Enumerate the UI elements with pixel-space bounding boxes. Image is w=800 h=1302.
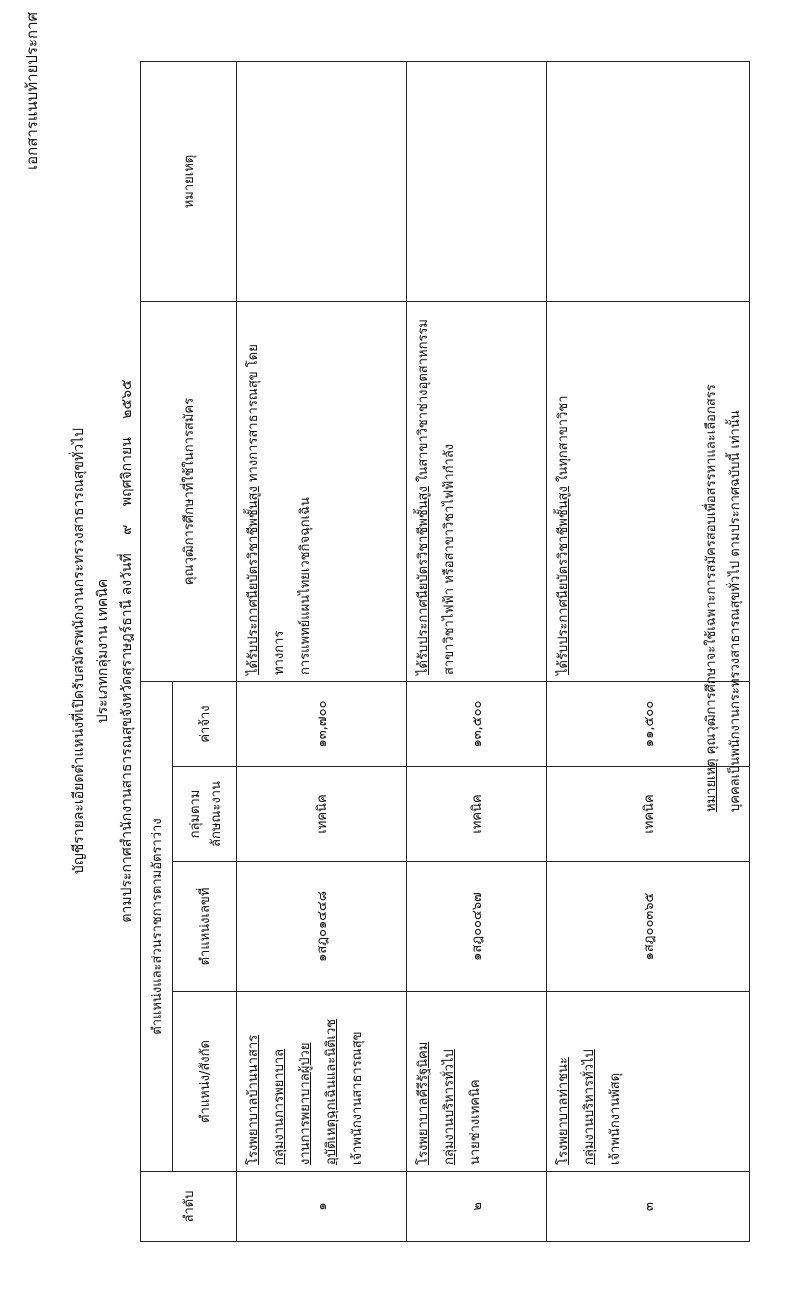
position-cell: [407, 992, 547, 1172]
table-row: [407, 62, 547, 1242]
announcement-day: ๙: [119, 524, 135, 535]
header-no: ลำดับ: [141, 1172, 237, 1242]
announcement-date-line: [116, 0, 138, 1302]
table-header-row-1: [141, 62, 173, 1242]
position-title: นายช่างเทคนิค: [468, 1079, 483, 1165]
header-qualification: คุณวุฒิการศึกษาที่ใช้ในการสมัคร: [141, 302, 237, 682]
position-no: ๑สฎ๐๑๔๔๘: [237, 862, 407, 992]
footnote-line1: [700, 112, 724, 812]
org-division: กลุ่มงานบริหารทั่วไป: [582, 1049, 597, 1165]
job-group: เทคนิค: [237, 767, 407, 862]
qualification: [407, 302, 547, 682]
footnote-label: หมายเหตุ: [704, 758, 719, 812]
announcement-month: พฤศจิกายน: [119, 437, 135, 507]
row-no: ๑: [237, 1172, 407, 1242]
footnote: [700, 112, 748, 812]
qualification: [237, 302, 407, 682]
qualification-detail: ในสาขาวิชาช่างอุตสาหกรรม: [416, 319, 431, 487]
row-no: ๒: [407, 1172, 547, 1242]
footnote-text1: คุณวุฒิการศึกษาจะใช้เฉพาะการสมัครสอบเพื่อสรรหาและเลือกสรร: [704, 384, 719, 759]
qualification-underlined: ได้รับประกาศนียบัตรวิชาชีพชั้นสูง: [246, 486, 261, 675]
wage: ๑๓,๗๐๐: [237, 682, 407, 767]
qualification-line2: สาขาวิชาไฟฟ้า หรือสาขาวิชาไฟฟ้ากำลัง: [442, 443, 457, 675]
qualification-line2: การแพทย์แผนไทยเวชกิจฉุกเฉิน: [298, 497, 313, 675]
qualification-underlined: ได้รับประกาศนียบัตรวิชาชีพชั้นสูง: [556, 486, 571, 675]
header-position: ตำแหน่ง/สังกัด: [173, 992, 237, 1172]
position-title: เจ้าพนักงานพัสดุ: [608, 1072, 623, 1165]
header-position-no: ตำแหน่งเลขที่: [173, 862, 237, 992]
header-wage: ค่าจ้าง: [173, 682, 237, 767]
job-group: เทคนิค: [407, 767, 547, 862]
footnote-line2: บุคคลเป็นพนักงานกระทรวงสาธารณสุขทั่วไป ตามประกาศฉบับนี้ เท่านั้น: [728, 410, 743, 812]
table-row: [237, 62, 407, 1242]
remark: [237, 62, 407, 302]
header-group: ตำแหน่งและส่วนราชการตามอัตราว่าง: [141, 682, 173, 1172]
wage: ๑๑,๕๐๐: [547, 682, 750, 767]
position-cell: [547, 992, 750, 1172]
org-division: กลุ่มงานการพยาบาล: [272, 1048, 287, 1165]
org-unit: งานการพยาบาลผู้ป่วยอุบัติเหตุฉุกเฉินและนิติเวช: [298, 1018, 339, 1165]
document-subtitle: ประเภทกลุ่มงาน เทคนิค: [95, 578, 111, 724]
qualification-main: [416, 319, 431, 675]
announcement-prefix: ตามประกาศสำนักงานสาธารณสุขจังหวัดสุราษฎร์ธานี ลงวันที่: [119, 553, 135, 923]
qualification-detail: ทางการสาธารณสุข โดยทางการ: [246, 344, 287, 675]
position-title: เจ้าพนักงานสาธารณสุข: [350, 1031, 365, 1165]
position-cell: [237, 992, 407, 1172]
org-division: กลุ่มงานบริหารทั่วไป: [442, 1049, 457, 1165]
qualification-detail: ในทุกสาขาวิชา: [556, 395, 571, 487]
header-job-group: กลุ่มตามลักษณะงาน: [173, 767, 237, 862]
vacancy-table: [140, 61, 750, 1242]
remark: [407, 62, 547, 302]
wage: ๑๓,๕๐๐: [407, 682, 547, 767]
header-remark: หมายเหตุ: [141, 62, 237, 302]
position-no: ๑สฎ๐๐๔๖๗: [407, 862, 547, 992]
org-hospital: โรงพยาบาลบ้านนาสาร: [246, 1034, 261, 1165]
position-no: ๑สฎ๐๐๓๖๕: [547, 862, 750, 992]
row-no: ๓: [547, 1172, 750, 1242]
job-group: เทคนิค: [547, 767, 750, 862]
announcement-year: ๒๕๖๕: [119, 379, 135, 419]
document-label: เอกสารแนบท้ายประกาศ: [23, 11, 41, 170]
org-hospital: โรงพยาบาลคีรีรัฐนิคม: [416, 1041, 431, 1165]
qualification-underlined: ได้รับประกาศนียบัตรวิชาชีพชั้นสูง: [416, 486, 431, 675]
qualification-main: [246, 344, 287, 675]
document-title: บัญชีรายละเอียดตำแหน่งที่เปิดรับสมัครพนักงานกระทรวงสาธารณสุขทั่วไป: [71, 427, 87, 875]
qualification-main: [556, 396, 571, 676]
org-hospital: โรงพยาบาลท่าชนะ: [556, 1057, 571, 1165]
